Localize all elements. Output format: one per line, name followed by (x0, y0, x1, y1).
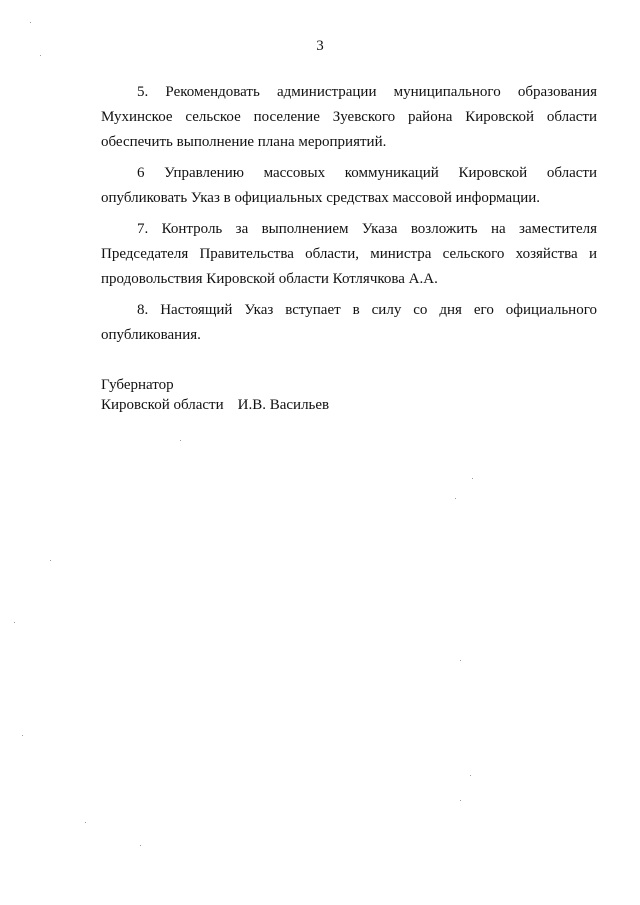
scan-speck (455, 498, 456, 499)
scan-speck (472, 478, 473, 479)
signature-name: И.В. Васильев (237, 397, 330, 413)
signature-title-line2 (101, 395, 329, 415)
page-number: 3 (316, 38, 324, 54)
scan-speck (85, 822, 86, 823)
scan-speck (460, 660, 461, 661)
scan-speck (470, 775, 471, 776)
scan-speck (140, 845, 141, 846)
scan-speck (180, 440, 181, 441)
scan-speck (30, 22, 31, 23)
scan-speck (40, 55, 41, 56)
signature-block (101, 375, 329, 415)
scan-speck (22, 735, 23, 736)
paragraph-7: 7. Контроль за выполнением Указа возложить на заместителя Председателя Правительства области, министра сельского хозяйства и продовольствия Кировской области Котлячкова А.А. (101, 221, 597, 287)
paragraph-6: 6 Управлению массовых коммуникаций Кировской области опубликовать Указ в официальных средствах массовой информации. (101, 165, 597, 206)
scan-speck (50, 560, 51, 561)
scan-speck (14, 622, 15, 623)
paragraph-5: 5. Рекомендовать администрации муниципального образования Мухинское сельское поселение Зуевского района Кировской области обеспечить выполнение плана мероприятий. (101, 84, 597, 150)
scan-speck (460, 800, 461, 801)
signature-title-line1: Губернатор (101, 377, 174, 393)
paragraph-8: 8. Настоящий Указ вступает в силу со дня его официального опубликования. (101, 302, 597, 343)
signature-title-region: Кировской области (101, 397, 224, 413)
document-body (101, 80, 597, 354)
